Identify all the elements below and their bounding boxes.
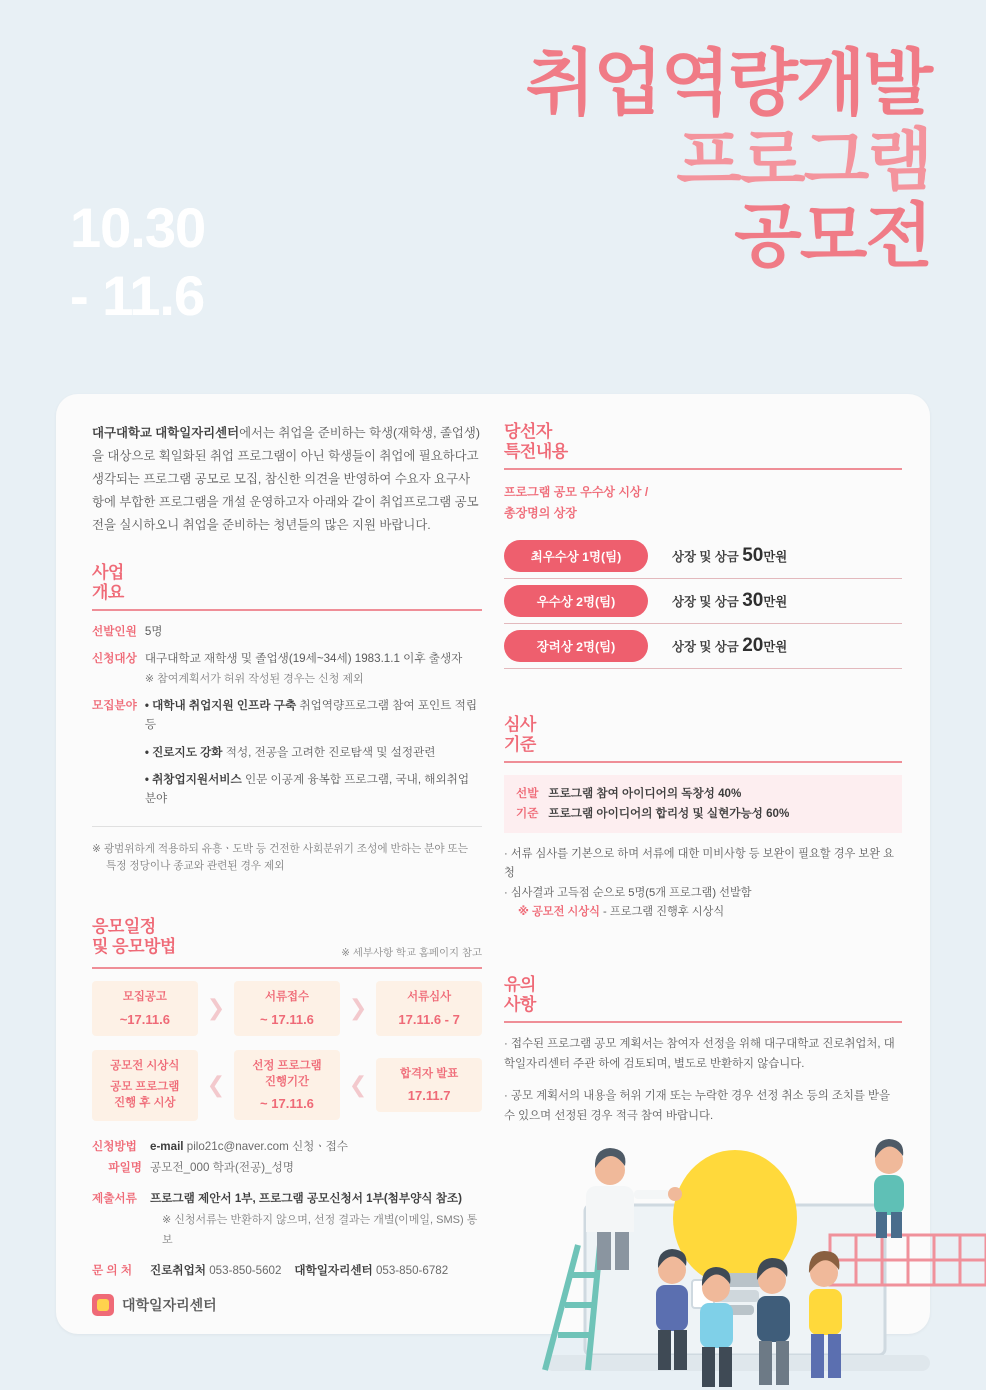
prizes-heading-2: 특전내용 bbox=[504, 442, 568, 462]
prize-prefix-encouragement: 상장 및 상금 bbox=[672, 640, 739, 655]
apply-docs-row bbox=[92, 1189, 482, 1251]
schedule-step-notice-label: 모집공고 bbox=[122, 991, 167, 1004]
prizes-heading-1: 당선자 bbox=[504, 422, 552, 441]
chevron-left-icon-2: ❮ bbox=[348, 1072, 368, 1098]
schedule-step-notice-value: ~17.11.6 bbox=[119, 1011, 170, 1027]
field-item-3-title: • 취창업지원서비스 bbox=[144, 773, 242, 787]
chevron-left-icon-1: ❮ bbox=[206, 1072, 226, 1098]
intro-text: 에서는 취업을 준비하는 학생(재학생, 졸업생)을 대상으로 획일화된 취업 프로그램이 아닌 학생들이 취업에 필요하다고 생각되는 프로그램 공모로 모집, 참신한 의견을 반영하여 수요자 요구사항에 부합한 프로그램을 개설 운영하고자 아래와 같이 취업프로그램 공모전을 실시하오니 취업을 준비하는 청년들의 많은 지원 바랍니다. bbox=[92, 426, 480, 532]
apply-contact-row bbox=[92, 1261, 482, 1282]
notice-heading-2: 사항 bbox=[504, 995, 536, 1015]
schedule-step-result-value: 17.11.7 bbox=[407, 1088, 451, 1104]
logo-label: 대학일자리센터 bbox=[122, 1297, 217, 1313]
chevron-right-icon-2: ❯ bbox=[348, 995, 368, 1021]
prize-badge-grand: 최우수상 1명(팀) bbox=[504, 540, 648, 572]
schedule-step-notice bbox=[92, 981, 198, 1035]
judging-criteria-1-value: 프로그램 참여 아이디어의 독창성 40% bbox=[548, 787, 742, 801]
overview-row-headcount bbox=[92, 623, 482, 642]
chevron-right-icon-1: ❯ bbox=[206, 995, 226, 1021]
schedule-step-review-value: 17.11.6 - 7 bbox=[398, 1011, 460, 1027]
schedule-flow-row-1 bbox=[92, 981, 482, 1035]
schedule-header bbox=[92, 917, 482, 963]
judging-criteria-box bbox=[504, 775, 902, 832]
judging-criteria-1 bbox=[516, 784, 890, 804]
prizes-heading bbox=[504, 422, 902, 462]
overview-note-line-2: 특정 정당이나 종교와 관련된 경우 제외 bbox=[106, 860, 285, 873]
date-line-1: 10.30 bbox=[70, 196, 206, 259]
apply-method-row bbox=[92, 1137, 482, 1158]
prize-unit-grand: 만원 bbox=[763, 550, 788, 565]
judging-criteria-2-value: 프로그램 아이디어의 합리성 및 실현가능성 60% bbox=[548, 806, 790, 820]
overview-value-eligibility: 대구대학교 재학생 및 졸업생(19세~34세) 1983.1.1 이후 출생자 bbox=[144, 652, 463, 666]
prize-badge-encouragement: 장려상 2명(팀) bbox=[504, 630, 648, 662]
notice-heading-1: 유의 bbox=[504, 974, 536, 994]
schedule-step-program-period bbox=[234, 1050, 340, 1120]
overview-key-headcount: 선발인원 bbox=[92, 624, 137, 638]
schedule-step-result bbox=[376, 1058, 482, 1112]
judging-note-1: · 서류 심사를 기본으로 하며 서류에 대한 미비사항 등 보완이 필요할 경우 보완 요청 bbox=[504, 847, 894, 880]
apply-docs-value: 프로그램 제안서 1부, 프로그램 공모신청서 1부(첨부양식 참조) bbox=[150, 1191, 462, 1205]
prize-text-encouragement bbox=[672, 635, 787, 657]
schedule-step-program-period-value: ~ 17.11.6 bbox=[260, 1096, 314, 1112]
schedule-step-review-label: 서류심사 bbox=[407, 991, 452, 1004]
schedule-note: ※ 세부사항 학교 홈페이지 참고 bbox=[341, 948, 482, 960]
judging-heading-2: 기준 bbox=[504, 735, 536, 755]
apply-file-row bbox=[92, 1158, 482, 1179]
schedule-divider bbox=[92, 967, 482, 969]
schedule-step-ceremony bbox=[92, 1050, 198, 1121]
overview-row-fields bbox=[92, 697, 482, 817]
intro-org: 대구대학교 대학일자리센터 bbox=[92, 426, 240, 440]
schedule-heading-2: 및 응모방법 bbox=[92, 937, 176, 957]
judging-criteria-2-key: 기준 bbox=[516, 806, 539, 820]
prize-unit-excellence: 만원 bbox=[763, 595, 788, 610]
field-item-1-title: • 대학내 취업지원 인프라 구축 bbox=[144, 699, 297, 713]
apply-docs-note: ※ 신청서류는 반환하지 않으며, 선정 결과는 개별(이메일, SMS) 통보 bbox=[162, 1214, 478, 1247]
prize-prefix-excellence: 상장 및 상금 bbox=[672, 595, 739, 610]
field-item-2-title: • 진로지도 강화 bbox=[144, 745, 223, 759]
field-item-3 bbox=[145, 771, 482, 808]
overview-heading-2: 개요 bbox=[92, 582, 124, 602]
judging-divider bbox=[504, 761, 902, 763]
judging-criteria-1-key: 선발 bbox=[516, 787, 539, 801]
prizes-subtitle bbox=[504, 482, 902, 524]
logo-icon bbox=[92, 1294, 114, 1316]
overview-value-headcount: 5명 bbox=[144, 624, 163, 638]
schedule-step-review bbox=[376, 981, 482, 1035]
overview-row-eligibility bbox=[92, 650, 482, 688]
title-line-1: 취업역량개발 bbox=[525, 44, 931, 124]
schedule-step-submission-label: 서류접수 bbox=[264, 991, 309, 1004]
prize-prefix-grand: 상장 및 상금 bbox=[672, 550, 739, 565]
right-column bbox=[504, 422, 902, 1139]
apply-method-label: e-mail bbox=[150, 1139, 184, 1153]
apply-contact-key: 문 의 처 bbox=[92, 1264, 133, 1278]
date-line-2: - 11.6 bbox=[70, 264, 205, 328]
left-column bbox=[92, 422, 482, 1282]
event-date bbox=[70, 196, 205, 329]
notice-list bbox=[504, 1035, 902, 1127]
schedule-step-submission bbox=[234, 981, 340, 1035]
apply-info bbox=[92, 1137, 482, 1282]
notice-item-1: · 접수된 프로그램 공모 계획서는 참여자 선정을 위해 대구대학교 진로취업처, 대학일자리센터 주관 하에 검토되며, 별도로 반환하지 않습니다. bbox=[504, 1038, 895, 1071]
schedule-step-result-label: 합격자 발표 bbox=[400, 1068, 459, 1081]
field-item-2-desc: 적성, 전공을 고려한 진로탐색 및 설정관련 bbox=[225, 745, 436, 759]
contact-2-value: 053-850-6782 bbox=[375, 1264, 449, 1278]
contact-1-value: 053-850-5602 bbox=[209, 1264, 282, 1278]
overview-note-line-1: ※ 광범위하게 적용하되 유흥ㆍ도박 등 건전한 사회분위기 조성에 반하는 분야 또는 bbox=[92, 843, 469, 856]
judging-note-2: · 심사결과 고득점 순으로 5명(5개 프로그램) 선발함 bbox=[504, 886, 752, 899]
prize-amount-grand: 50 bbox=[742, 545, 764, 567]
overview-key-eligibility: 신청대상 bbox=[92, 652, 137, 666]
schedule-heading-1: 응모일정 bbox=[92, 917, 156, 937]
judging-heading-1: 심사 bbox=[504, 715, 536, 735]
prize-row-grand bbox=[504, 534, 902, 579]
overview-bottom-divider bbox=[92, 826, 482, 827]
prize-text-grand bbox=[672, 545, 787, 567]
apply-file-value: 공모전_000 학과(전공)_성명 bbox=[150, 1160, 294, 1174]
notice-heading bbox=[504, 975, 902, 1015]
contact-1-label: 진로취업처 bbox=[150, 1264, 206, 1278]
poster-header bbox=[0, 0, 986, 390]
judging-award-note-value: - 프로그램 진행후 시상식 bbox=[603, 906, 725, 919]
content-card bbox=[56, 394, 930, 1334]
judging-criteria-2 bbox=[516, 804, 890, 824]
judging-notes bbox=[504, 845, 902, 923]
field-item-1 bbox=[145, 697, 482, 734]
prize-badge-excellence: 우수상 2명(팀) bbox=[504, 585, 648, 617]
prize-unit-encouragement: 만원 bbox=[763, 640, 788, 655]
overview-subnote-eligibility: ※ 참여계획서가 허위 작성된 경우는 신청 제외 bbox=[144, 672, 364, 685]
poster-title bbox=[525, 44, 931, 275]
prize-row-excellence bbox=[504, 579, 902, 624]
judging-heading bbox=[504, 715, 902, 755]
notice-item-2: · 공모 계획서의 내용을 허위 기재 또는 누락한 경우 선정 취소 등의 조치를 받을 수 있으며 선정된 경우 적극 참여 바랍니다. bbox=[504, 1089, 891, 1122]
title-line-2: 프로그램 bbox=[676, 123, 931, 200]
field-item-1-desc: 취업역량프로그램 참여 포인트 적립 등 bbox=[144, 699, 478, 732]
prize-amount-excellence: 30 bbox=[742, 590, 764, 612]
apply-method-key: 신청방법 bbox=[92, 1139, 137, 1153]
schedule-step-submission-value: ~ 17.11.6 bbox=[260, 1011, 314, 1027]
apply-docs-key: 제출서류 bbox=[92, 1191, 137, 1205]
schedule-step-ceremony-value: 공모 프로그램 진행 후 시상 bbox=[110, 1080, 180, 1109]
overview-key-fields: 모집분야 bbox=[92, 699, 137, 713]
schedule-flow-row-2 bbox=[92, 1050, 482, 1121]
prizes-subtitle-1: 프로그램 공모 우수상 시상 / bbox=[504, 485, 649, 500]
overview-divider bbox=[92, 609, 482, 611]
laptop-base bbox=[545, 1355, 930, 1371]
prize-row-encouragement bbox=[504, 624, 902, 669]
apply-file-label: 파일명 bbox=[108, 1160, 142, 1174]
field-item-3-desc: 인문 이공계 융복합 프로그램, 국내, 해외취업 분야 bbox=[144, 773, 470, 805]
judging-award-note-label: ※ 공모전 시상식 bbox=[518, 906, 600, 919]
schedule-step-program-period-label: 선정 프로그램 진행기간 bbox=[252, 1060, 322, 1088]
title-line-3: 공모전 bbox=[734, 196, 931, 275]
overview-heading-1: 사업 bbox=[92, 562, 124, 582]
schedule-step-ceremony-label: 공모전 시상식 bbox=[110, 1059, 180, 1072]
prize-amount-encouragement: 20 bbox=[742, 635, 764, 657]
prize-text-excellence bbox=[672, 590, 787, 612]
apply-method-value: pilo21c@naver.com 신청ㆍ접수 bbox=[186, 1139, 348, 1153]
overview-heading bbox=[92, 563, 482, 603]
prizes-divider bbox=[504, 468, 902, 470]
intro-paragraph bbox=[92, 422, 482, 537]
overview-note bbox=[92, 841, 482, 875]
contact-2-label: 대학일자리센터 bbox=[294, 1264, 373, 1278]
prizes-subtitle-2: 총장명의 상장 bbox=[504, 506, 577, 521]
schedule-heading bbox=[92, 917, 176, 957]
footer-logo bbox=[92, 1294, 217, 1316]
field-item-2 bbox=[145, 744, 482, 763]
notice-divider bbox=[504, 1021, 902, 1023]
judging-award-note bbox=[504, 903, 902, 923]
